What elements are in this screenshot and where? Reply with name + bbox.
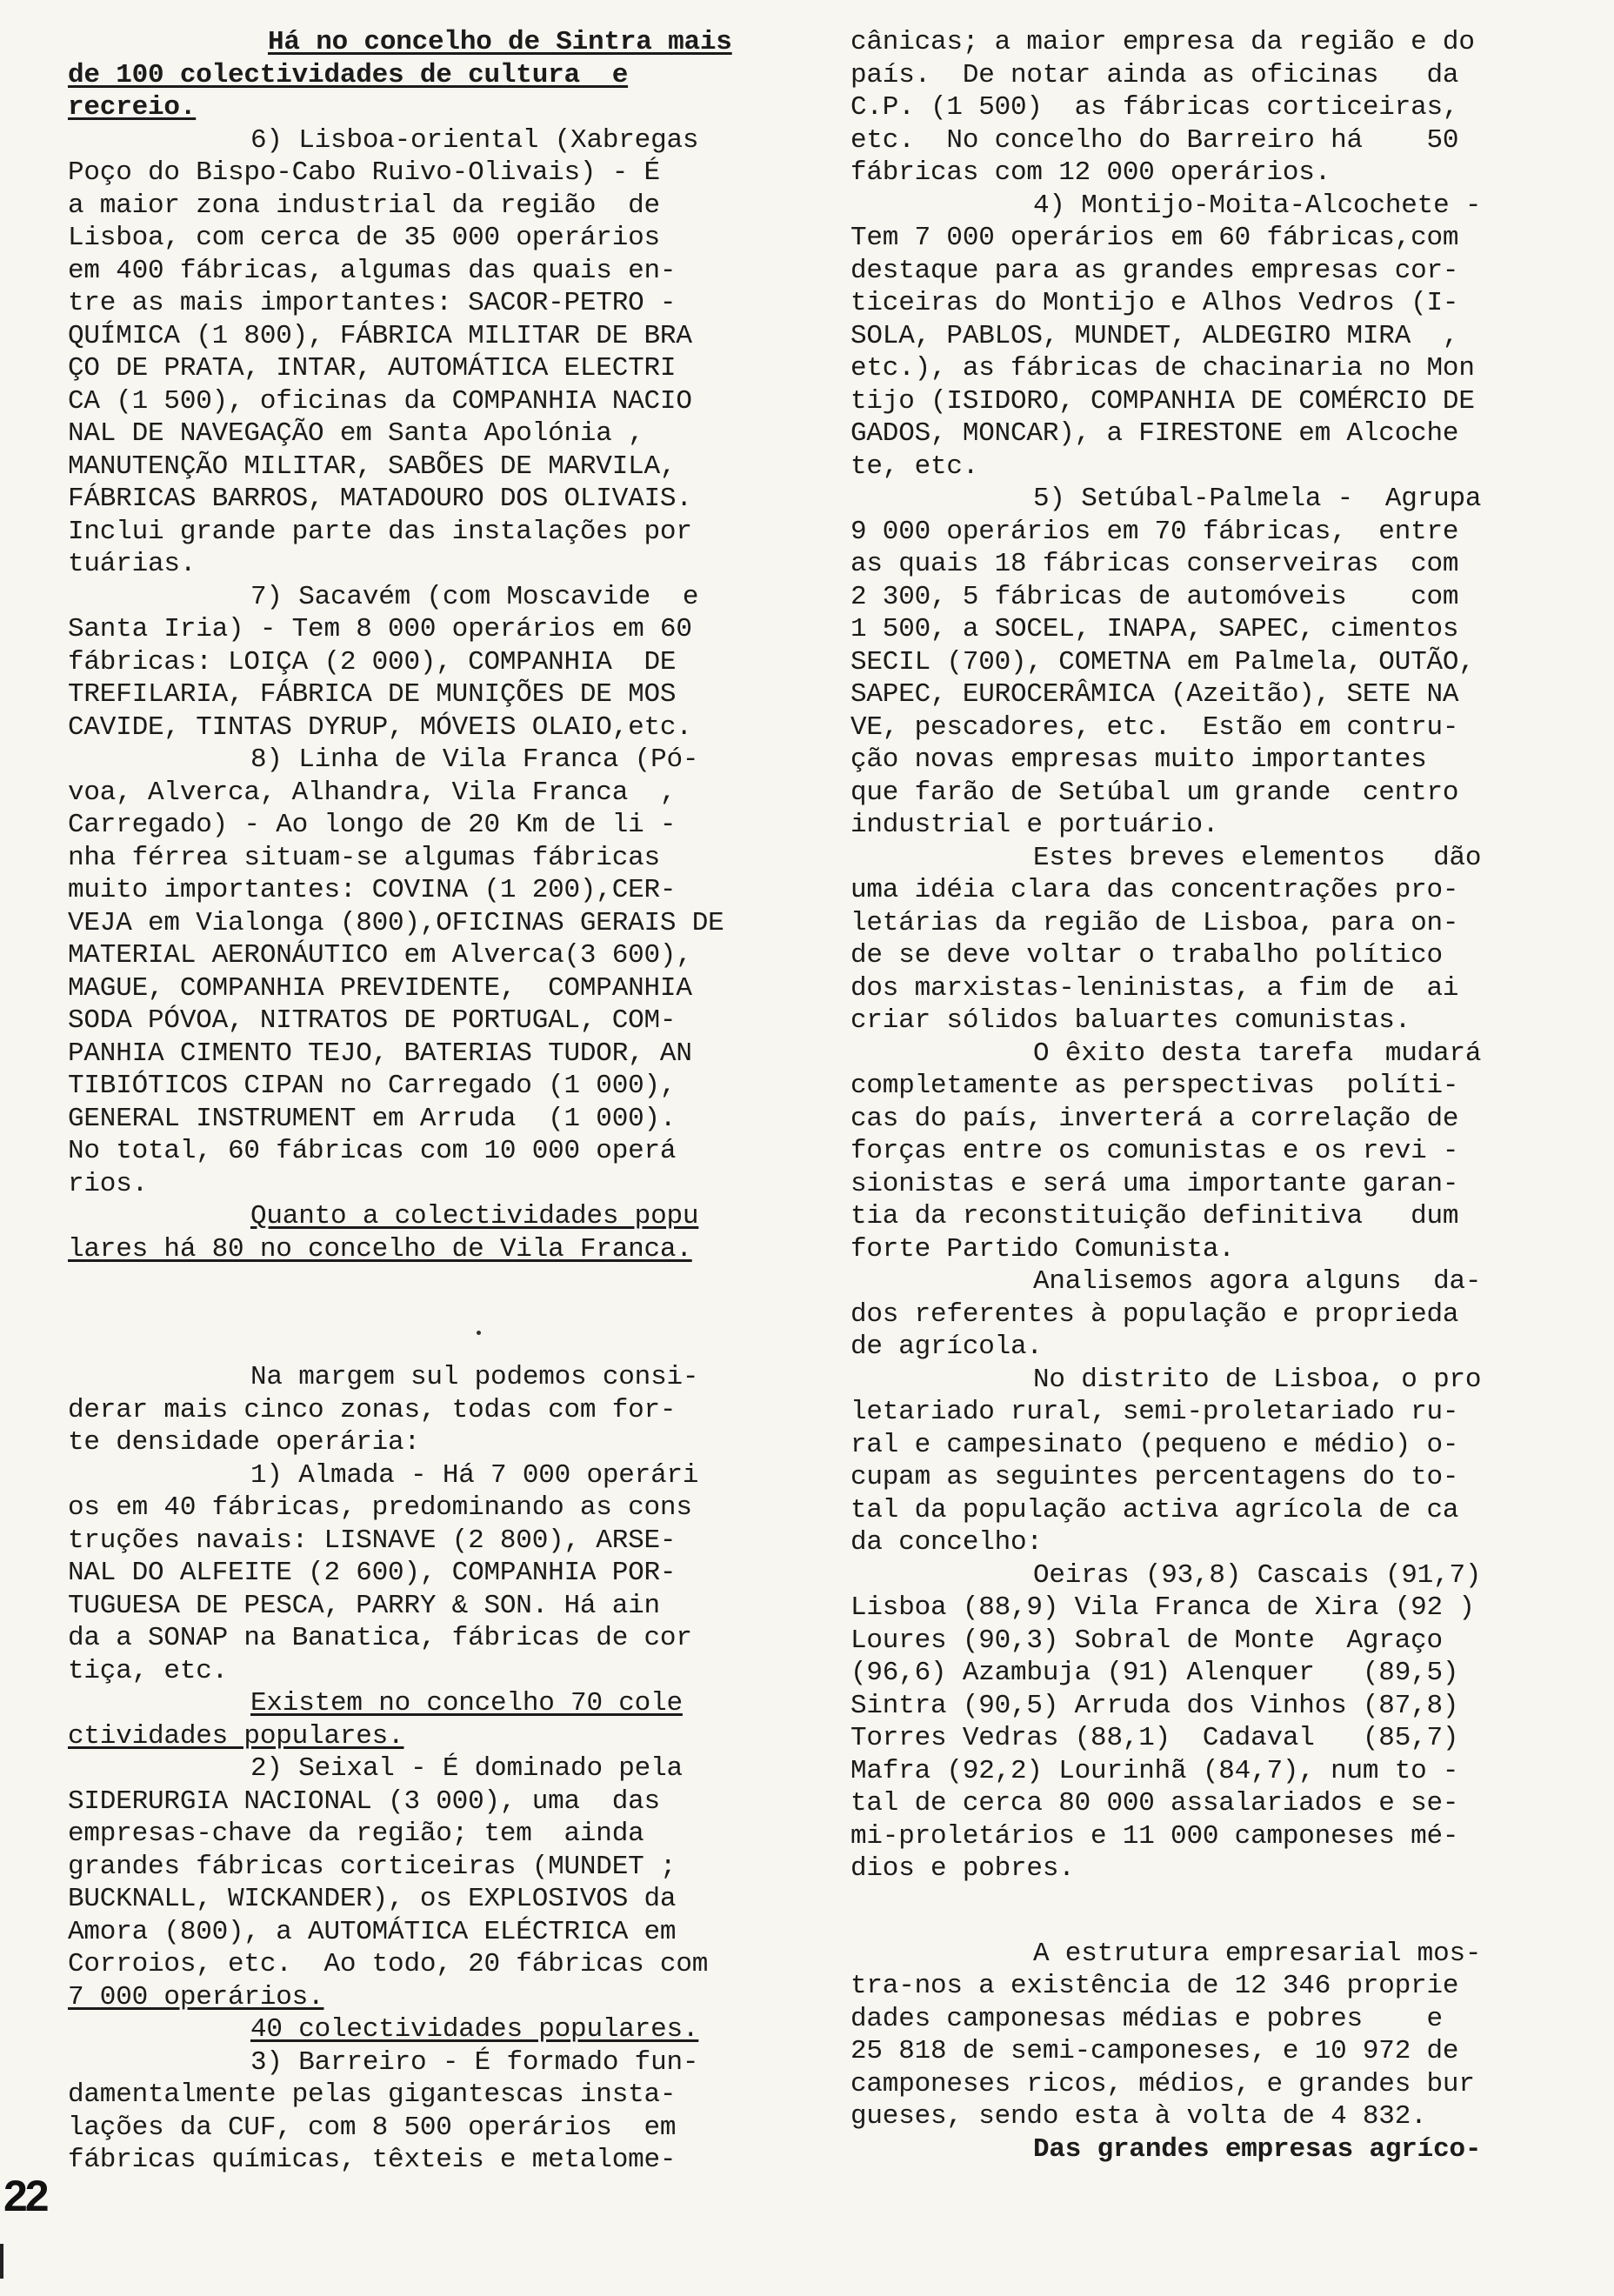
text-line: Oeiras (93,8) Cascais (91,7)	[1033, 1559, 1482, 1591]
text-line: Existem no concelho 70 cole	[250, 1688, 683, 1719]
text-line: rios.	[68, 1168, 149, 1199]
text-line: Sintra (90,5) Arruda dos Vinhos (87,8)	[850, 1690, 1459, 1721]
text-line: fábricas: LOIÇA (2 000), COMPANHIA DE	[68, 646, 677, 677]
section-heading: 1) Almada - Há 7 000 operári	[250, 1459, 699, 1491]
text-line: tiça, etc.	[68, 1655, 229, 1686]
text-line: Mafra (92,2) Lourinhã (84,7), num to -	[850, 1755, 1459, 1786]
section-heading: 4) Montijo-Moita-Alcochete -	[1033, 190, 1482, 221]
text-line: te, etc.	[850, 451, 979, 482]
text-line: Inclui grande parte das instalações por	[68, 516, 692, 547]
text-line: SIDERURGIA NACIONAL (3 000), uma das	[68, 1785, 660, 1817]
text-line: dos referentes à população e proprieda	[850, 1298, 1459, 1330]
text-line: letariado rural, semi-proletariado ru-	[850, 1397, 1459, 1427]
text-line: industrial e portuário.	[850, 810, 1219, 840]
text-line: O êxito desta tarefa mudará	[1033, 1038, 1482, 1069]
text-line: os em 40 fábricas, predominando as cons	[68, 1492, 692, 1523]
text-line: ção novas empresas muito importantes	[850, 744, 1427, 775]
text-line: 9 000 operários em 70 fábricas, entre	[850, 516, 1459, 547]
text-line: cas do país, inverterá a correlação de	[850, 1103, 1459, 1134]
text-line: completamente as perspectivas políti-	[850, 1071, 1459, 1101]
text-line: tra-nos a existência de 12 346 proprie	[850, 1971, 1459, 2001]
text-line: letárias da região de Lisboa, para on-	[850, 907, 1459, 938]
text-line: ctividades populares.	[68, 1720, 404, 1752]
text-line: dos marxistas-leninistas, a fim de ai	[850, 972, 1459, 1004]
text-line: camponeses ricos, médios, e grandes bur	[850, 2068, 1475, 2099]
text-line: NAL DO ALFEITE (2 600), COMPANHIA POR-	[68, 1558, 677, 1588]
text-line: Corroios, etc. Ao todo, 20 fábricas com	[68, 1949, 709, 1979]
text-line: No distrito de Lisboa, o pro	[1033, 1364, 1482, 1395]
text-line: de se deve voltar o trabalho político	[850, 940, 1443, 971]
text-line: 25 818 de semi-camponeses, e 10 972 de	[850, 2036, 1459, 2066]
text-line: 1 500, a SOCEL, INAPA, SAPEC, cimentos	[850, 614, 1459, 644]
text-line: dios e pobres.	[850, 1853, 1075, 1884]
text-line: as quais 18 fábricas conserveiras com	[850, 549, 1459, 579]
text-line: Na margem sul podemos consi-	[250, 1362, 699, 1392]
text-line: empresas-chave da região; tem ainda	[68, 1819, 644, 1849]
text-line: Loures (90,3) Sobral de Monte Agraço	[850, 1625, 1443, 1656]
text-line: tia da reconstituição definitiva dum	[850, 1201, 1459, 1231]
text-line: Poço do Bispo-Cabo Ruivo-Olivais) - É	[68, 157, 660, 188]
section-heading: 5) Setúbal-Palmela - Agrupa	[1033, 484, 1482, 514]
text-line: SOLA, PABLOS, MUNDET, ALDEGIRO MIRA ,	[850, 320, 1459, 351]
text-line: FÁBRICAS BARROS, MATADOURO DOS OLIVAIS.	[68, 484, 692, 514]
text-line: Lisboa (88,9) Vila Franca de Xira (92 )	[850, 1592, 1475, 1623]
text-line: (96,6) Azambuja (91) Alenquer (89,5)	[850, 1658, 1459, 1688]
text-line: damentalmente pelas gigantescas insta-	[68, 2079, 677, 2110]
text-line: tuárias.	[68, 549, 197, 579]
text-line: país. De notar ainda as oficinas da	[850, 59, 1459, 90]
text-line: 2 300, 5 fábricas de automóveis com	[850, 581, 1459, 612]
text-line: Carregado) - Ao longo de 20 Km de li -	[68, 810, 677, 840]
text-line: forças entre os comunistas e os revi -	[850, 1136, 1459, 1166]
text-line: lares há 80 no concelho de Vila Franca.	[68, 1233, 692, 1265]
text-line: ral e campesinato (pequeno e médio) o-	[850, 1429, 1459, 1460]
text-line: MATERIAL AERONÁUTICO em Alverca(3 600),	[68, 940, 692, 971]
text-line: Analisemos agora alguns da-	[1033, 1266, 1482, 1297]
text-line: dades camponesas médias e pobres e	[850, 2003, 1443, 2034]
text-line: ÇO DE PRATA, INTAR, AUTOMÁTICA ELECTRI	[68, 353, 677, 384]
text-line: da a SONAP na Banatica, fábricas de cor	[68, 1623, 692, 1653]
section-heading: 7) Sacavém (com Moscavide e	[250, 581, 699, 612]
text-line: tal de cerca 80 000 assalariados e se-	[850, 1788, 1459, 1819]
text-line: nha férrea situam-se algumas fábricas	[68, 842, 660, 873]
ink-dot	[477, 1331, 481, 1335]
text-line: criar sólidos baluartes comunistas.	[850, 1005, 1411, 1036]
text-line: SAPEC, EUROCERÂMICA (Azeitão), SETE NA	[850, 679, 1459, 710]
text-line: te densidade operária:	[68, 1427, 420, 1458]
text-line: gueses, sendo esta à volta de 4 832.	[850, 2101, 1427, 2132]
section-heading: 2) Seixal - É dominado pela	[250, 1753, 683, 1784]
text-line: fábricas com 12 000 operários.	[850, 157, 1331, 188]
text-line: forte Partido Comunista.	[850, 1233, 1235, 1265]
text-line: etc.), as fábricas de chacinaria no Mon	[850, 353, 1475, 384]
text-line: Das grandes empresas agríco-	[1033, 2133, 1482, 2165]
text-line: CAVIDE, TINTAS DYRUP, MÓVEIS OLAIO,etc.	[68, 711, 692, 743]
text-line: Lisboa, com cerca de 35 000 operários	[68, 223, 660, 253]
text-line: Tem 7 000 operários em 60 fábricas,com	[850, 223, 1459, 253]
text-line: muito importantes: COVINA (1 200),CER-	[68, 875, 677, 905]
text-line: voa, Alverca, Alhandra, Vila Franca ,	[68, 777, 677, 808]
text-line: tal da população activa agrícola de ca	[850, 1494, 1459, 1525]
text-line: sionistas e será uma importante garan-	[850, 1168, 1459, 1199]
text-line: uma idéia clara das concentrações pro-	[850, 875, 1459, 905]
text-line: MAGUE, COMPANHIA PREVIDENTE, COMPANHIA	[68, 972, 692, 1004]
text-line: VE, pescadores, etc. Estão em contru-	[850, 711, 1459, 743]
text-line: lações da CUF, com 8 500 operários em	[68, 2112, 677, 2143]
text-line: C.P. (1 500) as fábricas corticeiras,	[850, 92, 1459, 123]
text-line: que farão de Setúbal um grande centro	[850, 777, 1459, 808]
text-line: fábricas químicas, têxteis e metalome-	[68, 2145, 677, 2175]
text-line: VEJA em Vialonga (800),OFICINAS GERAIS DE	[68, 907, 724, 938]
text-line: truções navais: LISNAVE (2 800), ARSE-	[68, 1525, 677, 1556]
text-line: em 400 fábricas, algumas das quais en-	[68, 255, 677, 286]
text-line: cânicas; a maior empresa da região e do	[850, 27, 1475, 57]
text-line: Estes breves elementos dão	[1033, 842, 1482, 873]
text-line: grandes fábricas corticeiras (MUNDET ;	[68, 1851, 677, 1882]
text-line: de agrícola.	[850, 1332, 1043, 1362]
text-line: No total, 60 fábricas com 10 000 operá	[68, 1136, 677, 1166]
section-heading: 3) Barreiro - É formado fun-	[250, 2046, 699, 2078]
left-column	[68, 26, 807, 2177]
text-line: cupam as seguintes percentagens do to-	[850, 1462, 1459, 1492]
section-heading: 8) Linha de Vila Franca (Pó-	[250, 744, 699, 775]
text-line: mi-proletários e 11 000 camponeses mé-	[850, 1820, 1459, 1852]
text-line: QUÍMICA (1 800), FÁBRICA MILITAR DE BRA	[68, 320, 692, 351]
text-line: BUCKNALL, WICKANDER), os EXPLOSIVOS da	[68, 1884, 677, 1914]
text-line: TUGUESA DE PESCA, PARRY & SON. Há ain	[68, 1590, 660, 1621]
text-line: derar mais cinco zonas, todas com for-	[68, 1394, 677, 1425]
text-line: PANHIA CIMENTO TEJO, BATERIAS TUDOR, AN	[68, 1038, 692, 1069]
text-line: TIBIÓTICOS CIPAN no Carregado (1 000),	[68, 1071, 677, 1101]
text-line: Santa Iria) - Tem 8 000 operários em 60	[68, 614, 692, 644]
margin-mark	[0, 2244, 3, 2279]
text-line: a maior zona industrial da região de	[68, 190, 660, 221]
text-line: Há no concelho de Sintra mais	[268, 27, 732, 57]
text-line: 7 000 operários.	[68, 1981, 324, 2012]
right-column	[850, 26, 1581, 2166]
text-line: Amora (800), a AUTOMÁTICA ELÉCTRICA em	[68, 1916, 677, 1947]
text-line: SODA PÓVOA, NITRATOS DE PORTUGAL, COM-	[68, 1005, 677, 1036]
text-line: tre as mais importantes: SACOR-PETRO -	[68, 288, 677, 318]
text-line: destaque para as grandes empresas cor-	[850, 255, 1459, 286]
text-line: tijo (ISIDORO, COMPANHIA DE COMÉRCIO DE	[850, 385, 1475, 417]
text-line: da concelho:	[850, 1527, 1043, 1558]
text-line: recreio.	[68, 92, 197, 123]
text-line: Torres Vedras (88,1) Cadaval (85,7)	[850, 1723, 1459, 1753]
text-line: etc. No concelho do Barreiro há 50	[850, 124, 1459, 156]
section-heading: 6) Lisboa-oriental (Xabregas	[250, 124, 699, 156]
text-line: ticeiras do Montijo e Alhos Vedros (I-	[850, 288, 1459, 318]
text-line: GADOS, MONCAR), a FIRESTONE em Alcoche	[850, 418, 1459, 449]
text-line: de 100 colectividades de cultura e	[68, 59, 629, 90]
text-line: SECIL (700), COMETNA em Palmela, OUTÃO,	[850, 646, 1475, 677]
text-line: NAL DE NAVEGAÇÃO em Santa Apolónia ,	[68, 418, 644, 449]
text-line: A estrutura empresarial mos-	[1033, 1938, 1482, 1969]
text-line: Quanto a colectividades popu	[250, 1201, 699, 1231]
text-line: TREFILARIA, FÁBRICA DE MUNIÇÕES DE MOS	[68, 679, 677, 710]
text-line: MANUTENÇÃO MILITAR, SABÕES DE MARVILA,	[68, 451, 677, 482]
text-line: 40 colectividades populares.	[250, 2014, 699, 2045]
text-line: CA (1 500), oficinas da COMPANHIA NACIO	[68, 385, 692, 417]
page-number: 22	[3, 2172, 47, 2220]
text-line: GENERAL INSTRUMENT em Arruda (1 000).	[68, 1103, 677, 1134]
